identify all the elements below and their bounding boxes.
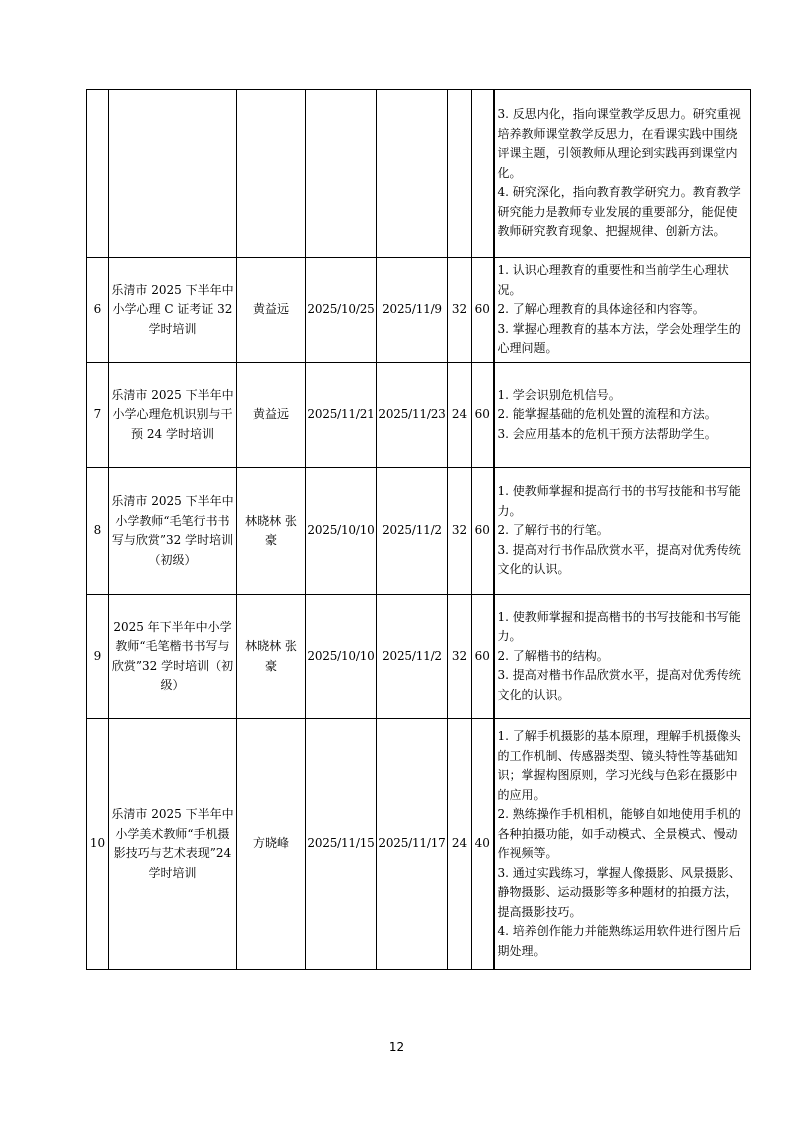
- cell-name: 2025 年下半年中小学教师“毛笔楷书书写与欣赏”32 学时培训（初级）: [109, 595, 237, 719]
- cell-teacher: 黄益远: [237, 363, 306, 468]
- cell-capacity: 60: [472, 363, 494, 468]
- table-row: [87, 258, 751, 363]
- cell-capacity: 60: [472, 258, 494, 363]
- goal-item: 2. 了解楷书的结构。: [497, 648, 609, 663]
- goal-item: 1. 认识心理教育的重要性和当前学生心理状况。: [497, 263, 729, 297]
- cell-name: 乐清市 2025 下半年中小学教师“毛笔行书书写与欣赏”32 学时培训（初级）: [109, 468, 237, 595]
- cell-name: 乐清市 2025 下半年中小学心理 C 证考证 32 学时培训: [109, 258, 237, 363]
- cell-capacity: [472, 90, 494, 258]
- cell-teacher: [237, 595, 309, 719]
- teacher-names: 林晓林 张 豪: [245, 639, 309, 673]
- cell-name: 乐清市 2025 下半年中小学美术教师“手机摄影技巧与艺术表现”24 学时培训: [109, 719, 237, 970]
- cell-end: 2025/11/2: [377, 468, 448, 595]
- cell-goals: [494, 468, 751, 595]
- cell-end: 2025/11/2: [377, 595, 448, 719]
- goal-item: 1. 学会识别危机信号。: [497, 387, 621, 402]
- cell-no: 7: [87, 363, 109, 468]
- cell-no: 9: [87, 595, 109, 719]
- cell-start: 2025/11/21: [306, 363, 377, 468]
- goal-item: 3. 反思内化，指向课堂教学反思力。研究重视培养教师课堂教学反思力，在看课实践中围绕评课主题，引领教师从理论到实践再到课堂内化。: [497, 107, 741, 180]
- cell-hours: 32: [448, 258, 472, 363]
- cell-start: 2025/11/15: [306, 719, 377, 970]
- cell-no: 6: [87, 258, 109, 363]
- cell-start: 2025/10/10: [306, 468, 377, 595]
- table-row: [87, 595, 751, 719]
- cell-start: [306, 90, 377, 258]
- goal-item: 3. 会应用基本的危机干预方法帮助学生。: [497, 426, 717, 441]
- goal-item: 3. 掌握心理教育的基本方法，学会处理学生的心理问题。: [497, 321, 741, 356]
- table-row: [87, 468, 751, 595]
- goal-item: 1. 了解手机摄影的基本原理，理解手机摄像头的工作机制、传感器类型、镜头特性等基础知识；掌握构图原则，学习光线与色彩在摄影中的应用。: [497, 729, 741, 802]
- cell-capacity: 60: [472, 595, 494, 719]
- cell-start: 2025/10/25: [306, 258, 377, 363]
- training-table: [86, 89, 751, 970]
- cell-goals: [494, 719, 751, 970]
- goal-item: 2. 熟练操作手机相机，能够自如地使用手机的各种拍摄功能，如手动模式、全景模式、慢动作视频等。: [497, 807, 741, 860]
- cell-hours: 32: [448, 468, 472, 595]
- goal-item: 2. 了解行书的行笔。: [497, 523, 609, 538]
- table-row: [87, 719, 751, 970]
- cell-capacity: 60: [472, 468, 494, 595]
- goal-item: 3. 通过实践练习，掌握人像摄影、风景摄影、静物摄影、运动摄影等多种题材的拍摄方法，提高摄影技巧。: [497, 865, 741, 919]
- table-row-continued: [87, 90, 751, 258]
- cell-end: 2025/11/9: [377, 258, 448, 363]
- cell-goals: [494, 595, 751, 719]
- goal-item: 3. 提高对行书作品欣赏水平，提高对优秀传统文化的认识。: [497, 542, 741, 577]
- cell-capacity: 40: [472, 719, 494, 970]
- cell-no: 10: [87, 719, 109, 970]
- goal-item: 2. 了解心理教育的具体途径和内容等。: [497, 302, 705, 317]
- cell-no: [87, 90, 109, 258]
- cell-goals: [494, 90, 751, 258]
- cell-end: 2025/11/17: [377, 719, 448, 970]
- cell-teacher: [237, 468, 309, 595]
- goal-item: 4. 培养创作能力并能熟练运用软件进行图片后期处理。: [497, 924, 741, 958]
- cell-goals: [494, 363, 751, 468]
- goal-item: 2. 能掌握基础的危机处置的流程和方法。: [497, 407, 717, 422]
- cell-hours: [448, 90, 472, 258]
- goal-item: 4. 研究深化，指向教育教学研究力。教育教学研究能力是教师专业发展的重要部分，能促使教师研究教育现象、把握规律、创新方法。: [497, 185, 741, 239]
- cell-name: [109, 90, 237, 258]
- cell-hours: 24: [448, 363, 472, 468]
- cell-no: 8: [87, 468, 109, 595]
- cell-goals: [494, 258, 751, 363]
- cell-hours: 24: [448, 719, 472, 970]
- cell-end: 2025/11/23: [377, 363, 448, 468]
- cell-teacher: 黄益远: [237, 258, 306, 363]
- cell-hours: 32: [448, 595, 472, 719]
- goal-item: 3. 提高对楷书作品欣赏水平，提高对优秀传统文化的认识。: [497, 668, 741, 702]
- goal-item: 1. 使教师掌握和提高行书的书写技能和书写能力。: [497, 484, 741, 518]
- cell-teacher: 方晓峰: [237, 719, 306, 970]
- cell-end: [377, 90, 448, 258]
- cell-teacher: [237, 90, 306, 258]
- cell-start: 2025/10/10: [306, 595, 377, 719]
- cell-name: 乐清市 2025 下半年中小学心理危机识别与干预 24 学时培训: [109, 363, 237, 468]
- table-row: [87, 363, 751, 468]
- goal-item: 1. 使教师掌握和提高楷书的书写技能和书写能力。: [497, 609, 741, 644]
- page-number: 12: [388, 1040, 405, 1054]
- teacher-names: 林晓林 张 豪: [245, 513, 309, 547]
